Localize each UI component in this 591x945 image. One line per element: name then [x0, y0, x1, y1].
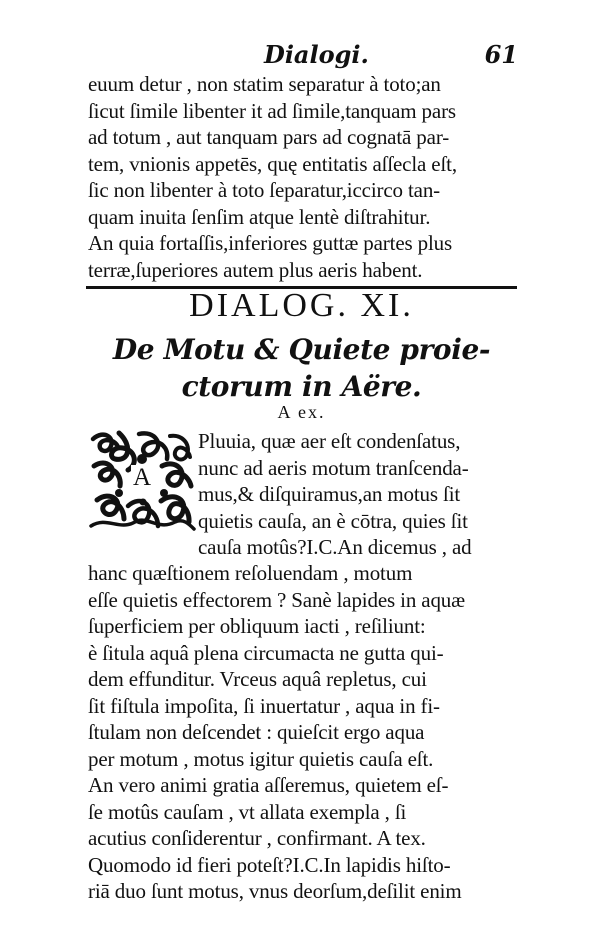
text-line: An vero animi gratia aſſeremus, quietem eſ-	[88, 773, 449, 797]
running-head	[88, 40, 518, 72]
initial-letter: A	[132, 464, 152, 491]
text-line: ſicut ſimile libenter it ad ſimile,tanquam pars	[88, 98, 456, 123]
speaker-label: A ex.	[277, 402, 326, 422]
text-line: riā duo ſunt motus, vnus deorſum,deſilit enim	[88, 879, 462, 903]
page-number: 61	[484, 40, 518, 69]
text-line: ſit fiſtula impoſita, ſi inuertatur , aqua in fi-	[88, 693, 440, 718]
text-line: acutius conſiderentur , confirmant. A tex.	[88, 826, 426, 850]
dialogue-paragraph	[88, 560, 514, 905]
text-line: terræ,ſuperiores autem plus aeris habent.	[88, 257, 423, 282]
text-line: euum detur , non statim separatur à toto;an	[88, 72, 441, 96]
dialog-subtitle-line-1: De Motu & Quiete proie-	[112, 333, 491, 366]
indented-text-line: mus,& diſquiramus,an motus ſit	[198, 482, 461, 506]
text-line: tem, vnionis appetēs, quę entitatis aſſecla eſt,	[88, 151, 457, 176]
decorated-initial	[88, 428, 196, 534]
dialog-subtitle-line-2: ctorum in Aëre.	[181, 370, 422, 403]
running-title: Dialogi.	[264, 40, 369, 69]
initial-paragraph-lines	[198, 428, 514, 561]
text-line: Quomodo id fieri poteſt?I.C.In lapidis hiſto-	[88, 852, 451, 877]
text-line: è ſitula aquâ plena circumacta ne gutta qui-	[88, 640, 444, 665]
text-line: ad totum , aut tanquam pars ad cognatā par-	[88, 125, 450, 149]
continued-paragraph	[88, 71, 514, 283]
indented-text-line: quietis cauſa, an è cōtra, quies ſit	[198, 508, 468, 533]
text-line: An quia fortaſſis,inferiores guttæ partes plus	[88, 231, 453, 255]
text-line: per motum , motus igitur quietis cauſa eſt.	[88, 746, 434, 771]
text-line: dem effunditur. Vrceus aquâ repletus, cui	[88, 667, 427, 691]
text-line: hanc quæſtionem reſoluendam , motum	[88, 561, 413, 585]
text-line: eſſe quietis effectorem ? Sanè lapides in aquæ	[88, 587, 465, 612]
indented-text-line: Pluuia, quæ aer eſt condenſatus,	[198, 429, 461, 453]
indented-text-line: cauſa motûs?I.C.An dicemus , ad	[198, 535, 472, 559]
text-line: ſic non libenter à toto ſeparatur,iccirco tan-	[88, 178, 441, 202]
indented-text-line: nunc ad aeris motum tranſcenda-	[198, 455, 469, 480]
text-line: ſtulam non deſcendet : quieſcit ergo aqua	[88, 720, 425, 744]
text-line: ſuperficiem per obliquum iacti , reſiliunt:	[88, 614, 426, 638]
text-line: quam inuita ſenſim atque lentè diſtrahitur.	[88, 204, 431, 229]
dialog-heading: DIALOG. XI.	[189, 287, 414, 324]
text-line: ſe motûs cauſam , vt allata exempla , ſi	[88, 799, 407, 824]
